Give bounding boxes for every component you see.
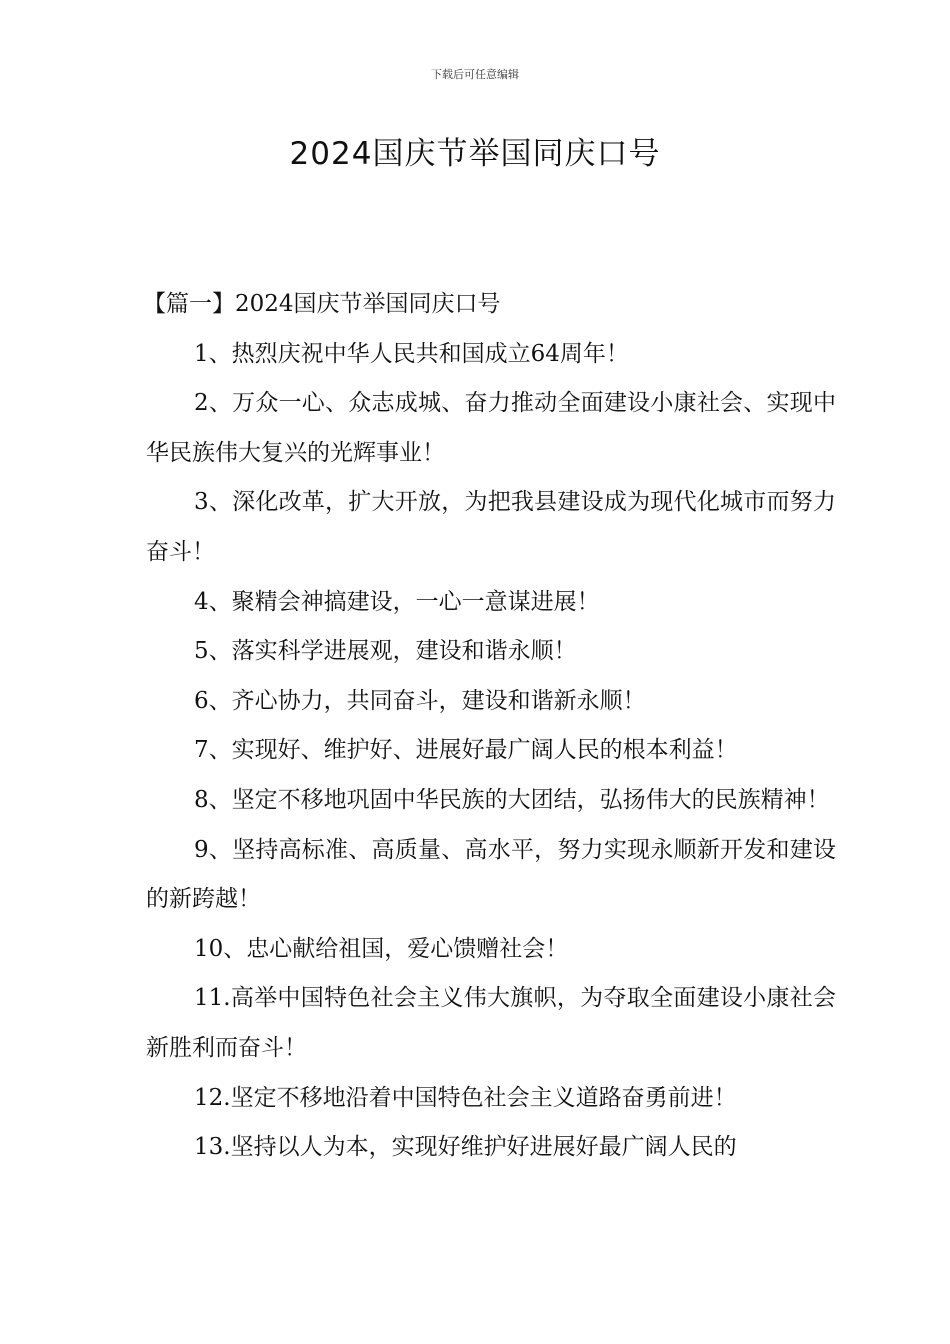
slogan-item: 9、坚持高标准、高质量、高水平，努力实现永顺新开发和建设的新跨越！ xyxy=(146,836,836,913)
slogan-item: 2、万众一心、众志成城、奋力推动全面建设小康社会、实现中华民族伟大复兴的光辉事业！ xyxy=(146,390,836,466)
slogan-item: 8、坚定不移地巩固中华民族的大团结，弘扬伟大的民族精神！ xyxy=(194,786,830,813)
slogan-item: 1、热烈庆祝中华人民共和国成立64周年！ xyxy=(194,340,629,367)
slogan-item: 6、齐心协力，共同奋斗，建设和谐新永顺！ xyxy=(194,687,646,714)
slogan-item: 7、实现好、维护好、进展好最广阔人民的根本利益！ xyxy=(194,737,738,764)
slogan-item: 13.坚持以人为本，实现好维护好进展好最广阔人民的 xyxy=(194,1134,737,1161)
header-note: 下载后可任意编辑 xyxy=(431,68,519,81)
slogan-item: 3、深化改革，扩大开放，为把我县建设成为现代化城市而努力奋斗！ xyxy=(146,489,836,565)
document-body xyxy=(143,280,836,1173)
document-title: 2024国庆节举国同庆口号 xyxy=(289,136,661,172)
slogan-item: 11.高举中国特色社会主义伟大旗帜，为夺取全面建设小康社会新胜利而奋斗！ xyxy=(146,985,836,1061)
slogan-item: 4、聚精会神搞建设，一心一意谋进展！ xyxy=(194,588,600,615)
section-heading: 【篇一】2024国庆节举国同庆口号 xyxy=(143,291,501,317)
slogan-item: 12.坚定不移地沿着中国特色社会主义道路奋勇前进！ xyxy=(194,1084,737,1111)
slogan-item: 5、落实科学进展观，建设和谐永顺！ xyxy=(194,638,577,665)
slogan-item: 10、忠心献给祖国，爱心馈赠社会！ xyxy=(194,935,569,962)
